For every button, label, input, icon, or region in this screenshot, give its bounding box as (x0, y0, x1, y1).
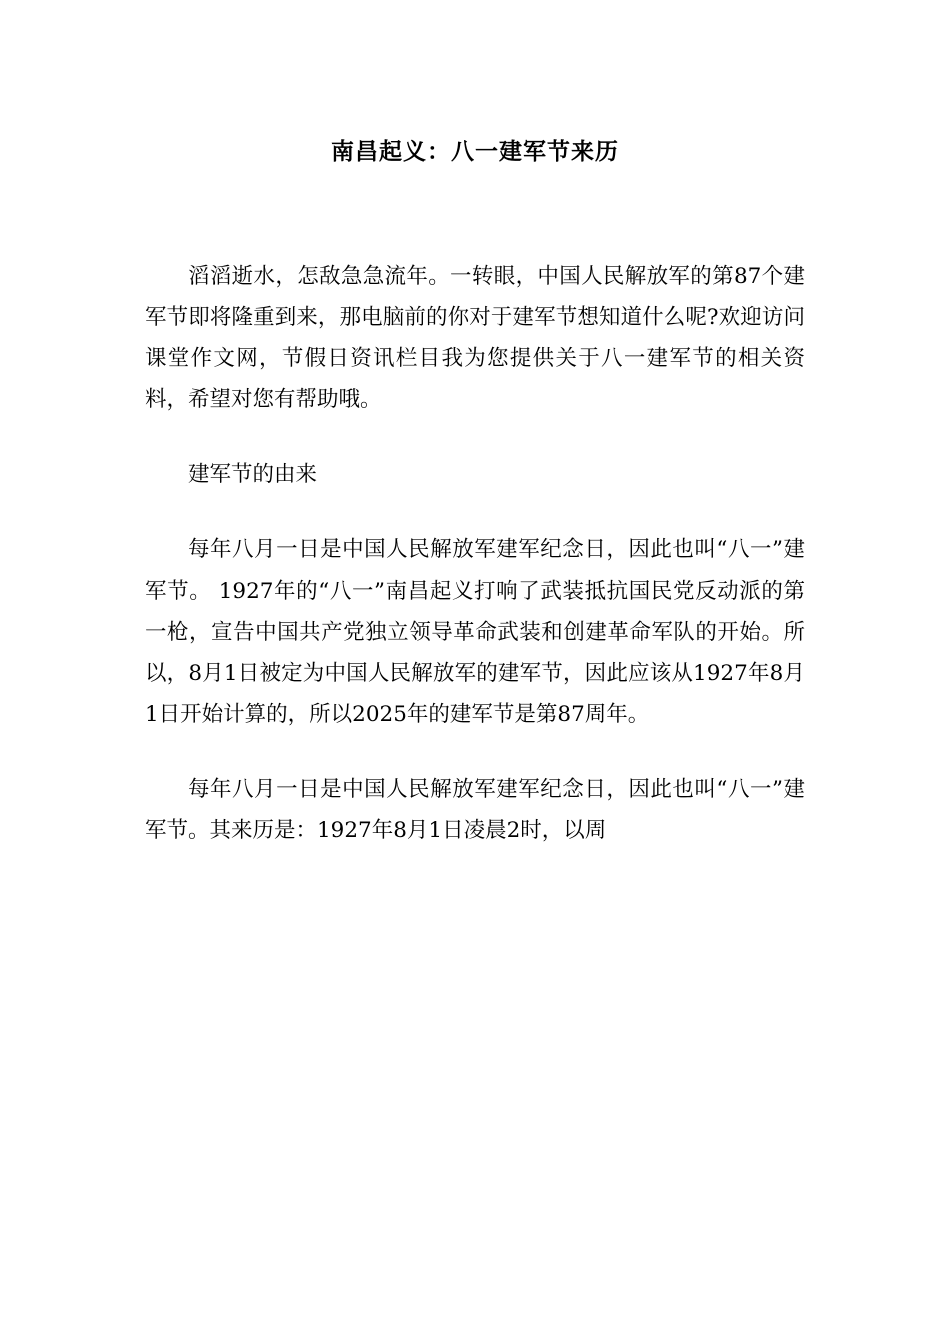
paragraph-intro: 滔滔逝水，怎敌急急流年。一转眼，中国人民解放军的第87个建军节即将隆重到来，那电脑前的你对于建军节想知道什么呢?欢迎访问课堂作文网，节假日资讯栏目我为您提供关于八一建军节的相关资料，希望对您有帮助哦。 (145, 264, 805, 413)
paragraph-origin: 每年八月一日是中国人民解放军建军纪念日，因此也叫“八一”建军节。 1927年的“八一”南昌起义打响了武装抵抗国民党反动派的第一枪，宣告中国共产党独立领导革命武装和创建革命军队的开始。所以，8月1日被定为中国人民解放军的建军节，因此应该从1927年8月1日开始计算的，所以2025年的建军节是第87周年。 (145, 537, 805, 727)
section-heading: 建军节的由来 (188, 462, 318, 488)
document-body (145, 256, 805, 885)
document-title: 南昌起义：八一建军节来历 (331, 139, 619, 165)
paragraph-history: 每年八月一日是中国人民解放军建军纪念日，因此也叫“八一”建军节。其来历是：1927年8月1日凌晨2时，以周 (145, 776, 805, 844)
